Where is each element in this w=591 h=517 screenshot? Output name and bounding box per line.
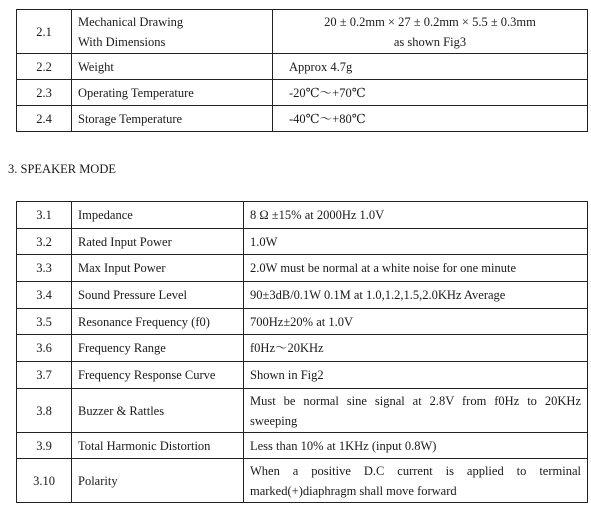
table-row — [17, 54, 588, 80]
item-name-line: With Dimensions — [78, 34, 166, 49]
row-number: 2.4 — [17, 106, 72, 132]
item-value: 2.0W must be normal at a white noise for one minute — [244, 255, 588, 282]
item-value: Less than 10% at 1KHz (input 0.8W) — [244, 433, 588, 459]
item-name: Operating Temperature — [72, 80, 273, 106]
item-name: Weight — [72, 54, 273, 80]
item-name: Total Harmonic Distortion — [72, 433, 244, 459]
item-value-line: as shown Fig3 — [393, 34, 467, 49]
table-row — [17, 202, 588, 229]
row-number: 3.5 — [17, 309, 72, 335]
table-row — [17, 255, 588, 282]
row-number: 3.9 — [17, 433, 72, 459]
item-value: When a positive D.C current is applied to terminal marked(+)diaphragm shall move forward — [244, 459, 588, 503]
item-name: Rated Input Power — [72, 229, 244, 255]
table-row — [17, 362, 588, 389]
table-row — [17, 433, 588, 459]
table-row — [17, 389, 588, 433]
row-number: 2.3 — [17, 80, 72, 106]
row-number: 2.2 — [17, 54, 72, 80]
table-row — [17, 10, 588, 54]
item-value: -40℃～+80℃ — [273, 106, 588, 132]
item-value: 700Hz±20% at 1.0V — [244, 309, 588, 335]
item-name: Frequency Response Curve — [72, 362, 244, 389]
table-row — [17, 309, 588, 335]
mechanical-spec-table — [16, 9, 588, 132]
item-name: Buzzer & Rattles — [72, 389, 244, 433]
table-row — [17, 335, 588, 362]
row-number: 3.10 — [17, 459, 72, 503]
row-number: 2.1 — [17, 10, 72, 54]
item-value — [273, 10, 588, 54]
item-name: Sound Pressure Level — [72, 282, 244, 309]
row-number: 3.2 — [17, 229, 72, 255]
item-value: Approx 4.7g — [273, 54, 588, 80]
table-row — [17, 459, 588, 503]
row-number: 3.3 — [17, 255, 72, 282]
row-number: 3.6 — [17, 335, 72, 362]
row-number: 3.4 — [17, 282, 72, 309]
item-name — [72, 10, 273, 54]
item-value: 1.0W — [244, 229, 588, 255]
speaker-spec-table — [16, 201, 588, 503]
table-row — [17, 282, 588, 309]
item-value: 8 Ω ±15% at 2000Hz 1.0V — [244, 202, 588, 229]
table-row — [17, 229, 588, 255]
row-number: 3.8 — [17, 389, 72, 433]
table-row — [17, 106, 588, 132]
item-name: Max Input Power — [72, 255, 244, 282]
row-number: 3.1 — [17, 202, 72, 229]
item-value: Shown in Fig2 — [244, 362, 588, 389]
item-name: Resonance Frequency (f0) — [72, 309, 244, 335]
table-row — [17, 80, 588, 106]
item-value-line: 20 ± 0.2mm × 27 ± 0.2mm × 5.5 ± 0.3mm — [324, 14, 536, 29]
section-title: 3. SPEAKER MODE — [8, 162, 116, 176]
item-value: Must be normal sine signal at 2.8V from f0Hz to 20KHz sweeping — [244, 389, 588, 433]
item-name-line: Mechanical Drawing — [78, 14, 184, 29]
item-name: Impedance — [72, 202, 244, 229]
item-name: Frequency Range — [72, 335, 244, 362]
item-value: -20℃～+70℃ — [273, 80, 588, 106]
item-value: 90±3dB/0.1W 0.1M at 1.0,1.2,1.5,2.0KHz Average — [244, 282, 588, 309]
row-number: 3.7 — [17, 362, 72, 389]
item-name: Polarity — [72, 459, 244, 503]
item-value: f0Hz～20KHz — [244, 335, 588, 362]
item-name: Storage Temperature — [72, 106, 273, 132]
